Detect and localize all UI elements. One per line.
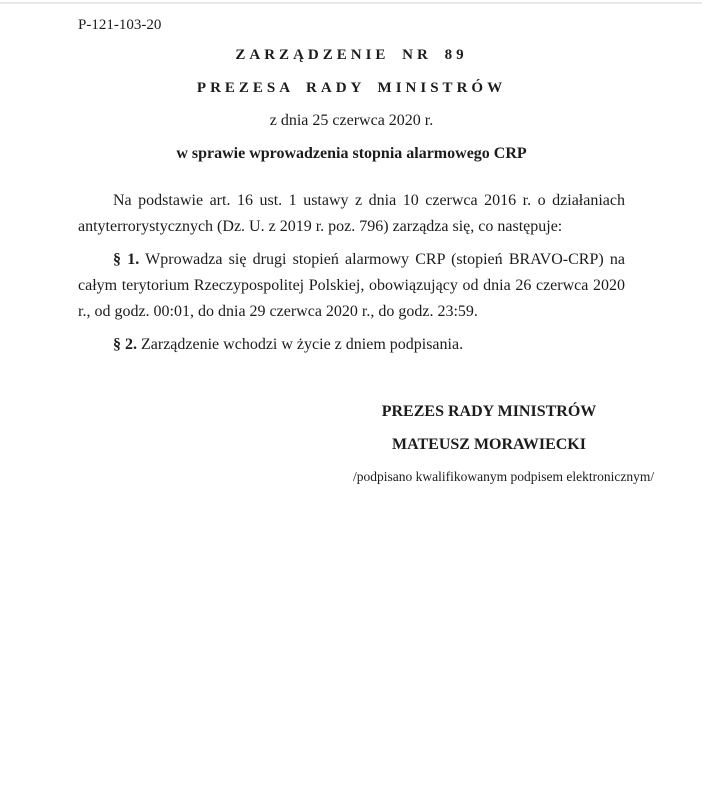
section-2-text: Zarządzenie wchodzi w życie z dniem podpisania. [141, 336, 464, 353]
reference-number: P-121-103-20 [78, 17, 162, 33]
section-1-text: Wprowadza się drugi stopień alarmowy CRP (stopień BRAVO-CRP) na całym terytorium Rzeczypospolitej Polskiej, obowiązujący od dnia 26 czerwca 2020 r., od godz. 00:01, do dnia 29 czerwca 2020 r., do godz. 23:59. [78, 251, 625, 320]
signature-block [353, 402, 655, 485]
section-1-paragraph [78, 247, 625, 325]
signer-name: MATEUSZ MORAWIECKI [392, 436, 586, 453]
preamble-paragraph: Na podstawie art. 16 ust. 1 ustawy z dnia 10 czerwca 2016 r. o działaniach antyterrorystycznych (Dz. U. z 2019 r. poz. 796) zarządza się, co następuje: [78, 192, 625, 235]
document-subject: w sprawie wprowadzenia stopnia alarmowego CRP [176, 145, 527, 162]
section-2-paragraph [78, 332, 625, 358]
document-page [0, 4, 702, 485]
signer-title: PREZES RADY MINISTRÓW [381, 403, 597, 420]
section-2-label: § 2. [113, 336, 137, 353]
document-title-line-1: ZARZĄDZENIE NR 89 [235, 47, 468, 63]
document-date: z dnia 25 czerwca 2020 r. [269, 112, 434, 129]
electronic-signature-note: /podpisano kwalifikowanym podpisem elektronicznym/ [353, 469, 655, 484]
document-title-line-2: PREZESA RADY MINISTRÓW [196, 80, 507, 96]
section-1-label: § 1. [113, 251, 140, 268]
